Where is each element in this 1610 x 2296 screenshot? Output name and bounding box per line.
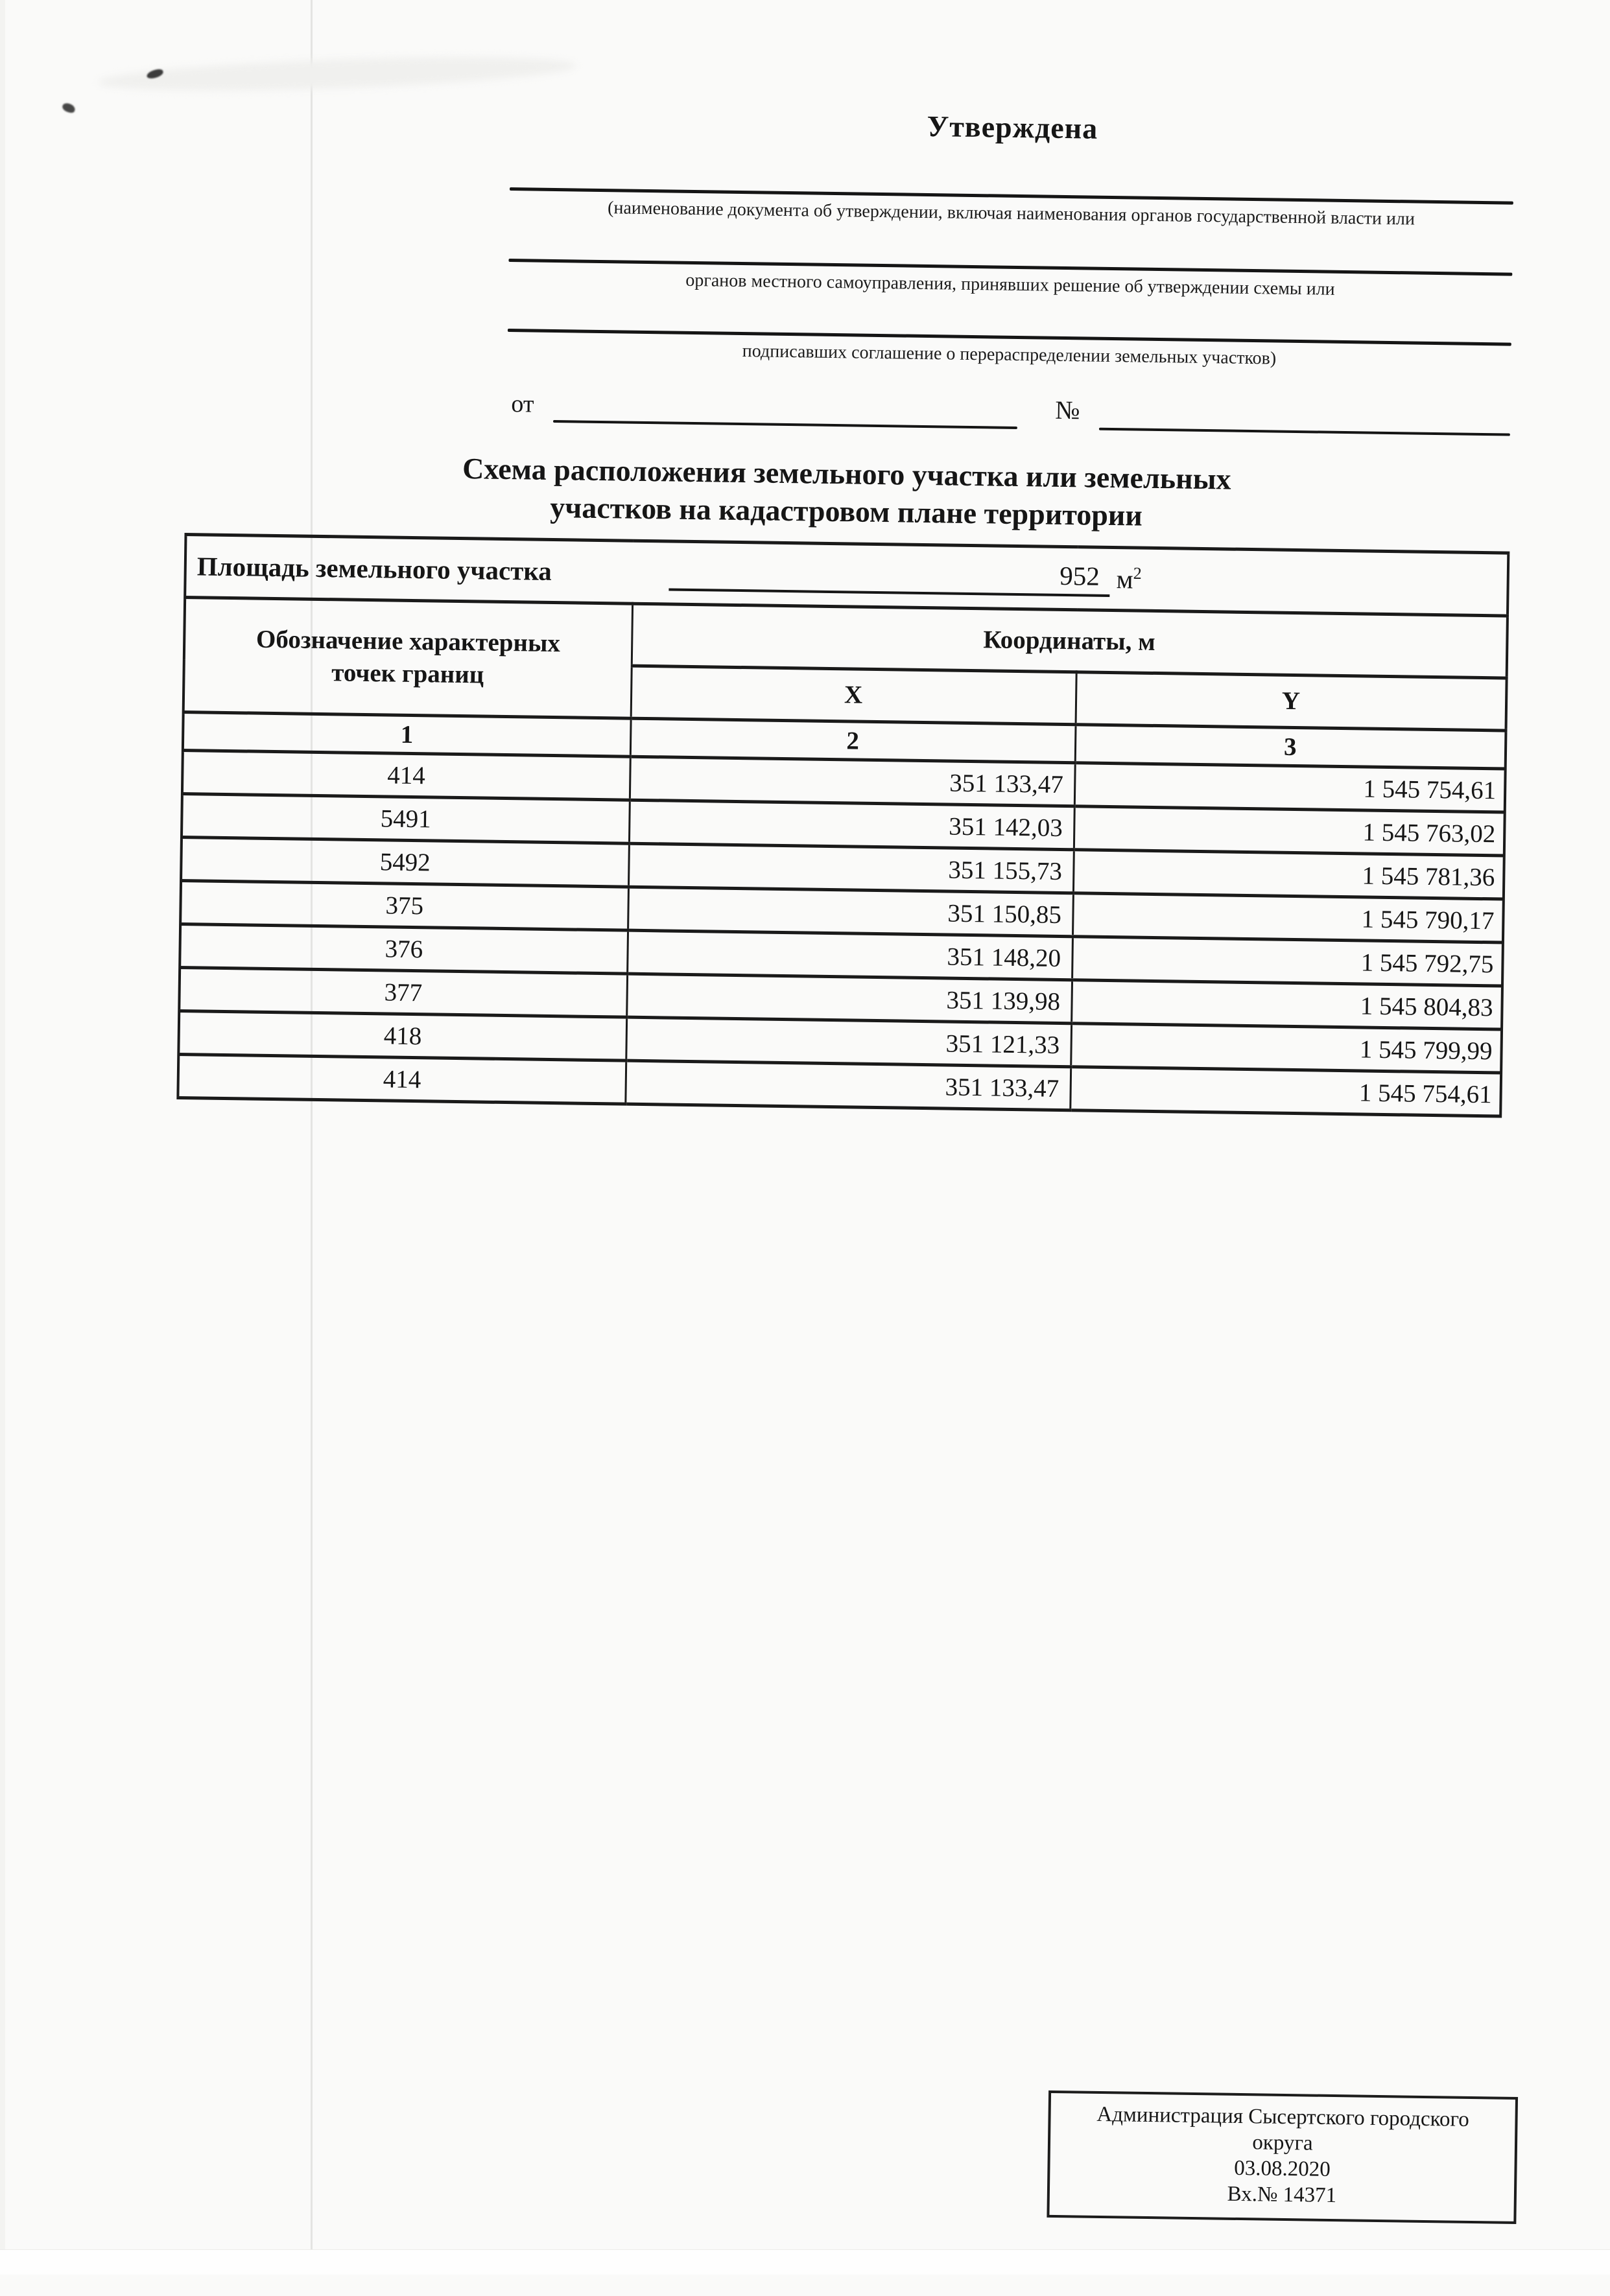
rule-caption-line1: (наименование документа об утверждении, включая наименования органов государственной власти или	[607, 198, 1415, 229]
coordinates-table-wrap	[176, 533, 1507, 1118]
land-area-unit: $м^2$	[1116, 563, 1142, 594]
date-blank-line	[553, 420, 1017, 429]
point-id: 414	[178, 1055, 626, 1105]
x-coordinate: 351 121,33	[626, 1017, 1071, 1067]
x-coordinate: 351 148,20	[627, 930, 1072, 980]
x-column-header: X	[631, 666, 1076, 725]
column-number-3: 3	[1075, 725, 1506, 769]
x-coordinate: 351 142,03	[629, 800, 1074, 850]
x-coordinate: 351 139,98	[626, 974, 1072, 1024]
rule-caption-line2: органов местного самоуправления, принявших решение об утверждении схемы или	[685, 270, 1335, 299]
point-id: 377	[179, 968, 627, 1018]
registration-stamp	[1047, 2091, 1518, 2224]
x-coordinate: 351 133,47	[630, 756, 1075, 806]
y-coordinate: 1 545 790,17	[1072, 893, 1504, 943]
number-sign-label: №	[1055, 395, 1080, 425]
stamp-date: 03.08.2020	[1233, 2156, 1331, 2181]
y-coordinate: 1 545 792,75	[1072, 937, 1503, 986]
column-number-2: 2	[630, 718, 1076, 763]
point-id: 414	[182, 751, 630, 801]
y-coordinate: 1 545 763,02	[1074, 806, 1505, 856]
document-title	[185, 446, 1508, 539]
number-blank-line	[1099, 428, 1510, 436]
column-number-1: 1	[183, 712, 631, 757]
stamp-organization: Администрация Сысертского городского округа	[1096, 2102, 1469, 2155]
point-id: 5491	[182, 794, 630, 844]
x-coordinate: 351 133,47	[625, 1060, 1071, 1110]
y-coordinate: 1 545 754,61	[1074, 763, 1506, 812]
document-title-line1: Схема расположения земельного участка или земельных	[462, 452, 1231, 496]
point-id: 375	[180, 881, 628, 931]
stamp-reg-number: Вх.№ 14371	[1227, 2182, 1337, 2208]
coordinates-table	[176, 533, 1509, 1118]
rule-caption-line3: подписавших соглашение о перераспределении земельных участков)	[742, 341, 1277, 369]
approved-heading: Утверждена	[927, 109, 1098, 145]
land-area-value: 952	[669, 554, 1110, 596]
points-column-header: Обозначение характерных точек границ	[183, 598, 632, 719]
coordinates-column-header: Координаты, м	[632, 603, 1508, 677]
document-title-line2: участков на кадастровом плане территории	[549, 490, 1143, 532]
date-from-label: от	[511, 390, 534, 418]
y-coordinate: 1 545 799,99	[1071, 1024, 1502, 1073]
point-id: 376	[180, 924, 628, 974]
y-coordinate: 1 545 804,83	[1071, 980, 1502, 1029]
point-id: 5492	[181, 838, 629, 887]
y-coordinate: 1 545 754,61	[1070, 1067, 1501, 1116]
y-coordinate: 1 545 781,36	[1073, 850, 1504, 899]
land-area-label: Площадь земельного участка	[196, 551, 552, 586]
point-id: 418	[178, 1011, 626, 1061]
y-column-header: Y	[1076, 672, 1507, 731]
x-coordinate: 351 155,73	[628, 843, 1074, 893]
x-coordinate: 351 150,85	[628, 887, 1073, 937]
